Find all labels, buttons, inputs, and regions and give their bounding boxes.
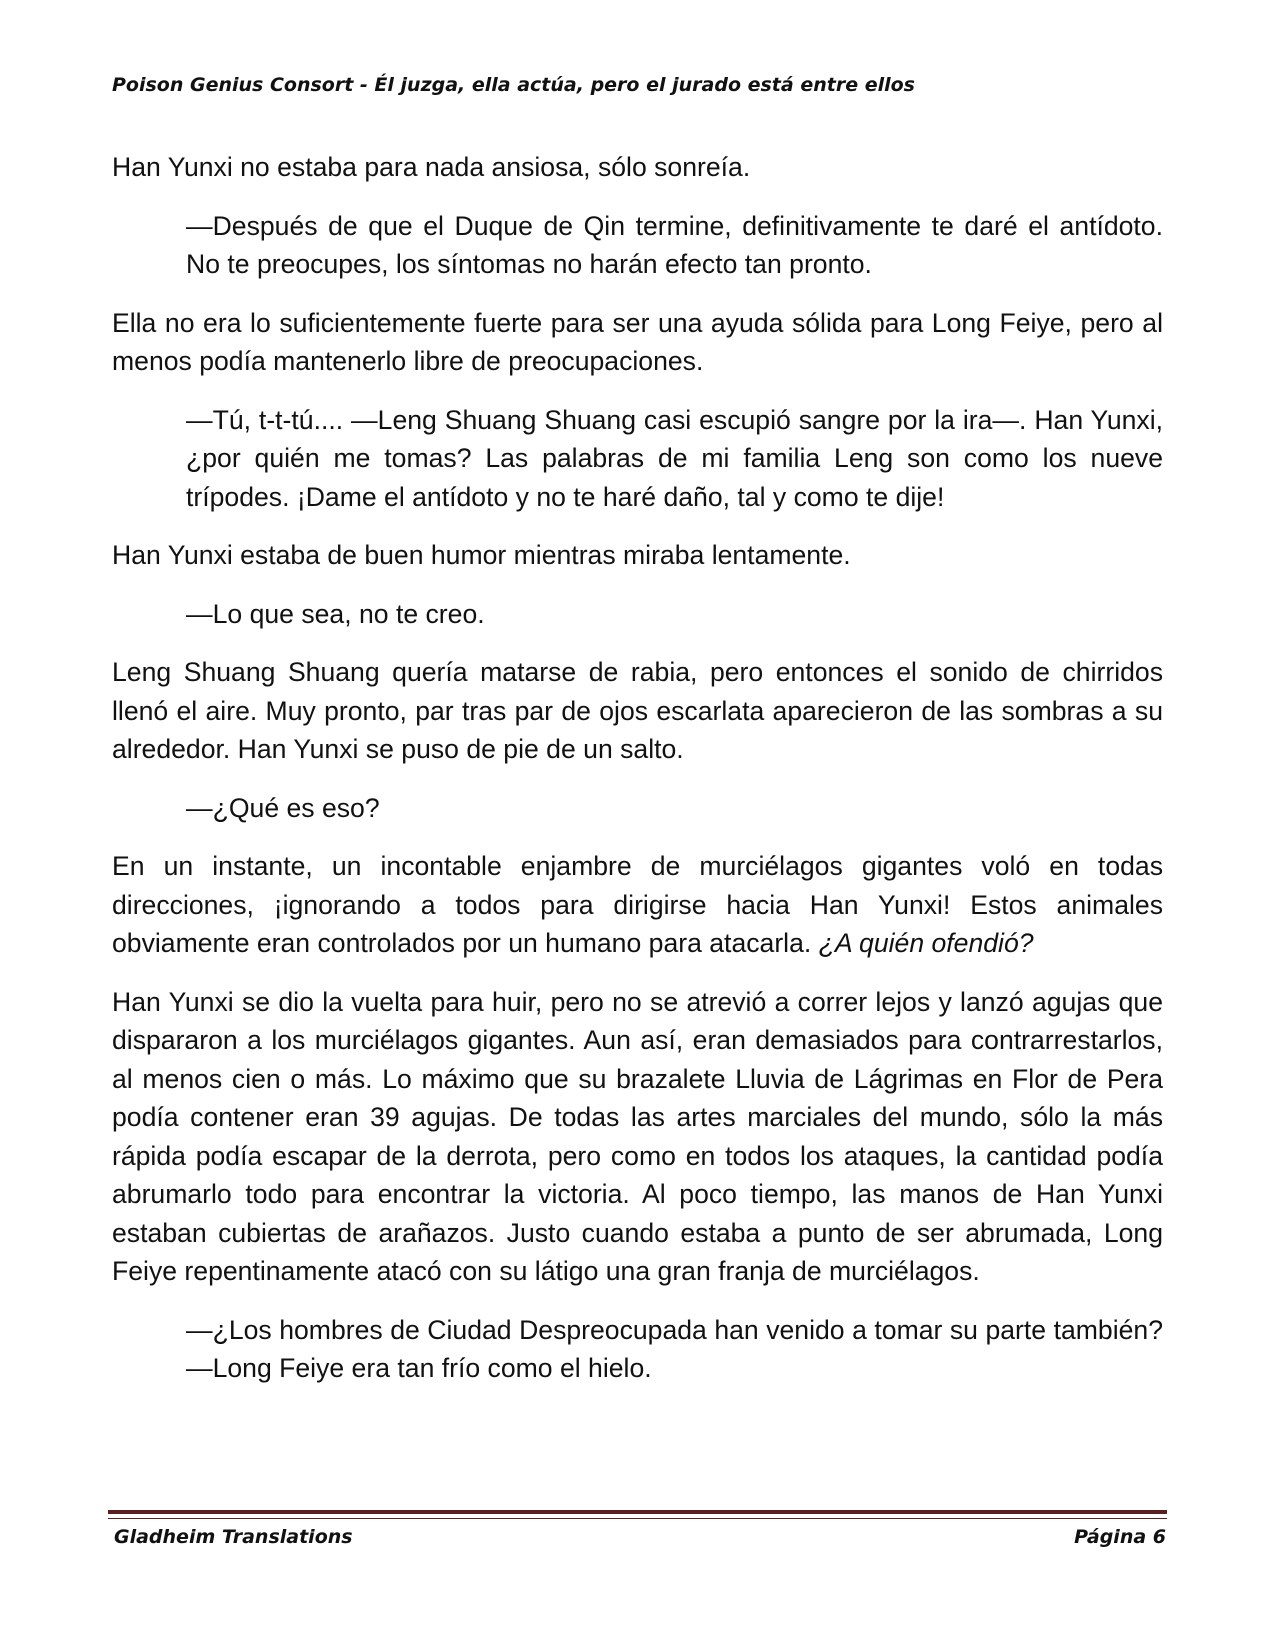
paragraph (112, 847, 1163, 963)
paragraph: Ella no era lo suficientemente fuerte para ser una ayuda sólida para Long Feiye, pero al menos podía mantenerlo libre de preocupaciones. (112, 307, 1163, 376)
italic-thought: ¿A quién ofendió? (818, 928, 1034, 958)
paragraph: Han Yunxi estaba de buen humor mientras miraba lentamente. (112, 540, 851, 570)
dialogue-paragraph: —¿Qué es eso? (186, 792, 380, 823)
paragraph-text: En un instante, un incontable enjambre de murciélagos gigantes voló en todas direcciones, ¡ignorando a todos para dirigirse hacia Han Yunxi! Estos animales obviamente eran controlados por un humano para atacarla. (112, 851, 1163, 958)
dialogue-paragraph: —Lo que sea, no te creo. (186, 598, 485, 629)
footer-page-number: Página 6 (1074, 1526, 1166, 1548)
paragraph: Han Yunxi no estaba para nada ansiosa, sólo sonreía. (112, 152, 751, 182)
page-header-title: Poison Genius Consort - Él juzga, ella actúa, pero el jurado está entre ellos (112, 74, 915, 96)
dialogue-paragraph: —Tú, t-t-tú.... —Leng Shuang Shuang casi escupió sangre por la ira—. Han Yunxi, ¿por quién me tomas? Las palabras de mi familia Leng son como los nueve trípodes. ¡Dame el antídoto y no te haré daño, tal y como te dije! (186, 404, 1163, 512)
footer-publisher: Gladheim Translations (114, 1526, 353, 1548)
footer-rule-thick (108, 1510, 1167, 1514)
paragraph: Leng Shuang Shuang quería matarse de rabia, pero entonces el sonido de chirridos llenó el aire. Muy pronto, par tras par de ojos escarlata aparecieron de las sombras a su alrededor. Han Yunxi se puso de pie de un salto. (112, 657, 1163, 764)
dialogue-paragraph: —Después de que el Duque de Qin termine, definitivamente te daré el antídoto. No te preocupes, los síntomas no harán efecto tan pronto. (186, 210, 1163, 279)
paragraph: Han Yunxi se dio la vuelta para huir, pero no se atrevió a correr lejos y lanzó agujas que dispararon a los murciélagos gigantes. Aun así, eran demasiados para contrarrestarlos, al menos cien o más. Lo máximo que su brazalete Lluvia de Lágrimas en Flor de Pera podía contener eran 39 agujas. De todas las artes marciales del mundo, sólo la más rápida podía escapar de la derrota, pero como en todos los ataques, la cantidad podía abrumarlo todo para encontrar la victoria. Al poco tiempo, las manos de Han Yunxi estaban cubiertas de arañazos. Justo cuando estaba a punto de ser abrumada, Long Feiye repentinamente atacó con su látigo una gran franja de murciélagos. (112, 986, 1163, 1286)
footer-rule-thin (108, 1518, 1167, 1519)
dialogue-paragraph: —¿Los hombres de Ciudad Despreocupada han venido a tomar su parte también? —Long Feiye era tan frío como el hielo. (186, 1314, 1163, 1383)
body-text (112, 148, 1163, 1408)
